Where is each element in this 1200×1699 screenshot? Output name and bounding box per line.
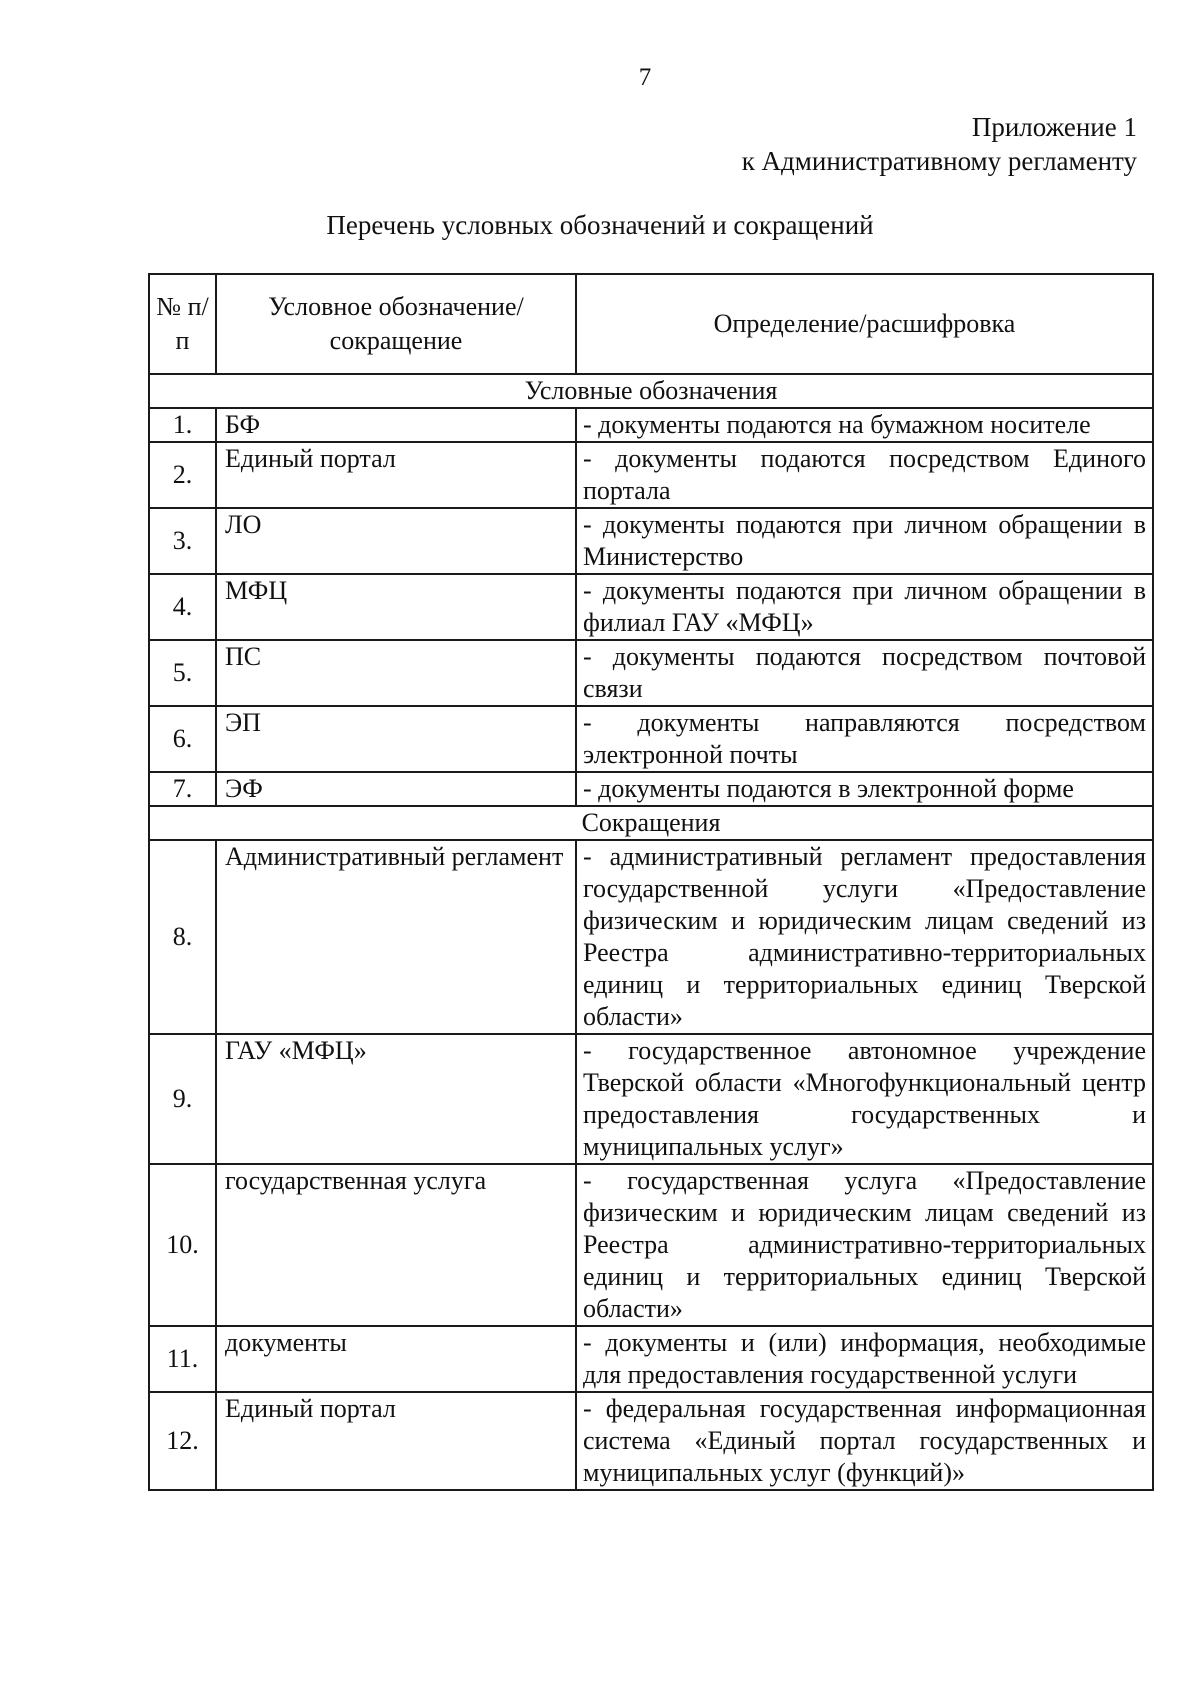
row-num: 2. (149, 442, 216, 508)
row-def: - административный регламент предоставления государственной услуги «Предоставление физическим и юридическим лицам сведений из Реестра административно-территориальных единиц и территориальных единиц Тверской области» (576, 840, 1153, 1034)
row-abbr: БФ (216, 408, 576, 442)
appendix-reference (742, 110, 1137, 178)
row-num: 9. (149, 1034, 216, 1164)
header-num: № п/п (149, 274, 216, 374)
row-def: - документы подаются на бумажном носителе (576, 408, 1153, 442)
row-def: - государственное автономное учреждение Тверской области «Многофункциональный центр предоставления государственных и муниципальных услуг» (576, 1034, 1153, 1164)
appendix-line-1: Приложение 1 (971, 112, 1137, 142)
appendix-line-2: к Административному регламенту (741, 146, 1137, 176)
table-row (149, 574, 1153, 640)
row-abbr: МФЦ (216, 574, 576, 640)
table-row (149, 1034, 1153, 1164)
row-def: - документы подаются посредством почтовой связи (576, 640, 1153, 706)
row-abbr: Административный регламент (216, 840, 576, 1034)
header-def: Определение/расшифровка (576, 274, 1153, 374)
section-row-abbreviations (149, 806, 1153, 840)
row-abbr: ГАУ «МФЦ» (216, 1034, 576, 1164)
section-title-abbreviations: Сокращения (149, 806, 1153, 840)
table-row (149, 640, 1153, 706)
row-abbr: Единый портал (216, 1392, 576, 1490)
section-row-legend (149, 374, 1153, 408)
row-num: 12. (149, 1392, 216, 1490)
row-abbr: Единый портал (216, 442, 576, 508)
row-num: 5. (149, 640, 216, 706)
row-abbr: документы (216, 1326, 576, 1392)
row-num: 3. (149, 508, 216, 574)
page-number: 7 (638, 64, 652, 91)
document-title: Перечень условных обозначений и сокращений (326, 210, 874, 240)
row-num: 6. (149, 706, 216, 772)
row-def: - документы подаются в электронной форме (576, 772, 1153, 806)
row-def: - федеральная государственная информационная система «Единый портал государственных и муниципальных услуг (функций)» (576, 1392, 1153, 1490)
row-def: - документы и (или) информация, необходимые для предоставления государственной услуги (576, 1326, 1153, 1392)
row-def: - документы подаются при личном обращении в филиал ГАУ «МФЦ» (576, 574, 1153, 640)
table-row (149, 408, 1153, 442)
row-def: - документы подаются при личном обращении в Министерство (576, 508, 1153, 574)
table-row (149, 1392, 1153, 1490)
row-num: 4. (149, 574, 216, 640)
row-num: 7. (149, 772, 216, 806)
row-abbr: ЭП (216, 706, 576, 772)
row-def: - документы направляются посредством электронной почты (576, 706, 1153, 772)
row-abbr: ЭФ (216, 772, 576, 806)
row-def: - документы подаются посредством Единого портала (576, 442, 1153, 508)
table-row (149, 1164, 1153, 1326)
table-row (149, 508, 1153, 574)
table-row (149, 772, 1153, 806)
table-row (149, 1326, 1153, 1392)
table-header-row (149, 274, 1153, 374)
table-row (149, 442, 1153, 508)
row-def: - государственная услуга «Предоставление физическим и юридическим лицам сведений из Реестра административно-территориальных единиц и территориальных единиц Тверской области» (576, 1164, 1153, 1326)
table-row (149, 706, 1153, 772)
row-abbr: государственная услуга (216, 1164, 576, 1326)
row-num: 1. (149, 408, 216, 442)
abbreviations-table (148, 273, 1154, 1491)
table-row (149, 840, 1153, 1034)
row-abbr: ЛО (216, 508, 576, 574)
section-title-legend: Условные обозначения (149, 374, 1153, 408)
row-abbr: ПС (216, 640, 576, 706)
row-num: 11. (149, 1326, 216, 1392)
row-num: 8. (149, 840, 216, 1034)
row-num: 10. (149, 1164, 216, 1326)
header-abbr: Условное обозначение/сокращение (216, 274, 576, 374)
